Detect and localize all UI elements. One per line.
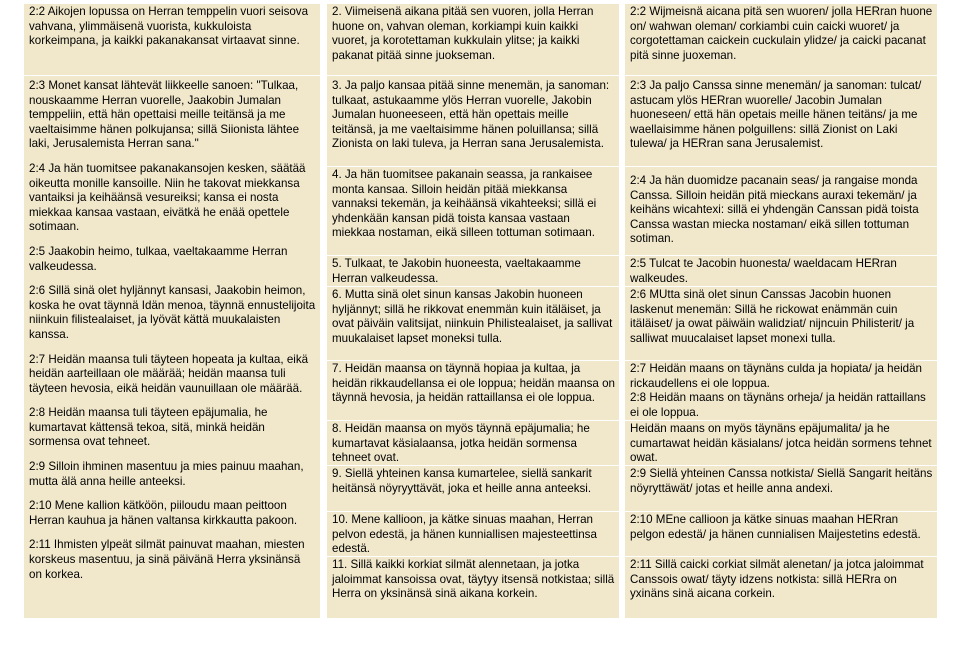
cell-verse-2-4 [625, 167, 937, 255]
verse-text: 2:3 Monet kansat lähtevät liikkeelle sanoen: "Tulkaa, nouskaamme Herran vuorelle, Jaakobin Jumalan temppeliin, että hän opettaisi meille teitänsä ja me vaeltaisimme hänen polkujansa; sillä Siionista lähtee laki, Jerusalemista Herran sana." [29, 79, 300, 151]
column-finnish-1642 [625, 0, 937, 646]
cell-verse-2-11 [625, 557, 937, 618]
cell-verse-10 [327, 512, 619, 556]
verse-text: 2:5 Tulcat te Jacobin huonesta/ waeldacam HERran walkeudes. [630, 257, 897, 285]
cell-verse-2-8-cont [625, 421, 937, 465]
verse-text: 3. Ja paljo kansaa pitää sinne menemän, ja sanoman: tulkaat, astukaamme ylös Herran vuorelle, Jakobin Jumalan huoneeseen, että hän opettais meille teitänsä, ja me vaeltaisimme hänen poluillansa; sillä Zionista on laki tuleva, ja Herran sana Jerusalemista. [332, 79, 610, 151]
verse-text: 2:8 Heidän maansa tuli täyteen epäjumalia, he kumartavat kättensä tekoa, sitä, minkä heidän sormensa ovat tehneet. [29, 406, 268, 449]
cell-verses-2-3-to-2-11 [24, 76, 320, 618]
verse-text: 2:11 Sillä caicki corkiat silmät alenetan/ ja jotca jaloimmat Canssois owat/ täyty idzens notkista: sillä HERra on yxinäns sinä aicana corkein. [630, 558, 924, 601]
cell-verse-2-9 [625, 466, 937, 511]
cell-verse-5 [327, 256, 619, 286]
column-finnish-1776 [327, 0, 619, 646]
verse-text: 2:3 Ja paljo Canssa sinne menemän/ ja sanoman: tulcat/ astucam ylös HERran wuorelle/ Jacobin Jumalan huoneseen/ että hän opetais meille hänen teitäns/ ja me waellaisimme hänen polguillens: sillä Zionist on Laki tulewa/ ja HERran sana Jerusalemist. [630, 79, 922, 151]
cell-verse-2-6 [625, 287, 937, 360]
cell-verses-2-7-2-8 [625, 361, 937, 420]
verse-text: 2. Viimeisenä aikana pitää sen vuoren, jolla Herran huone on, vahvan oleman, korkiampi kuin kaikki vuoret, ja korotettaman kukkulain ylitse; ja kaikki pakanat pitää sinne juokseman. [332, 5, 594, 62]
verse-text: 2:4 Ja hän tuomitsee pakanakansojen kesken, säätää oikeutta monille kansoille. Niin he takovat miekkansa vantaiksi ja keihäänsä vesureiksi; kansa ei nosta miekkaa kansaa vastaan, eivätkä he enää opettele sotimaan. [29, 161, 306, 234]
cell-verse-2-10 [625, 512, 937, 556]
verse-text: 2:4 Ja hän duomidze pacanain seas/ ja rangaise monda Canssa. Silloin heidän pitä mieckans auraxi tekemän/ ja keihäns wicahtexi: sillä ei yhdengän Canssan pidä toista Canssa wastan miecka nostaman/ eikä sillen tottuman sotiman. [630, 174, 919, 246]
cell-verse-3 [327, 76, 619, 166]
verse-text: 9. Siellä yhteinen kansa kumartelee, siellä sankarit heitänsä nöyryyttävät, joka et heille anna anteeksi. [332, 467, 592, 495]
column-finnish-1992 [24, 0, 320, 646]
verse-text: 10. Mene kallioon, ja kätke sinuas maahan, Herran pelvon edestä, ja hänen kunniallisen majesteettinsa edestä. [332, 513, 597, 556]
verse-text: 2:10 MEne callioon ja kätke sinuas maahan HERran pelgon edestä/ ja hänen cunnialisen Maijestetins edestä. [630, 513, 921, 541]
verse-text: 2:5 Jaakobin heimo, tulkaa, vaeltakaamme Herran valkeudessa. [29, 244, 288, 273]
cell-verse-2-2 [625, 4, 937, 75]
cell-verse-2-5 [625, 256, 937, 286]
cell-verse-7 [327, 361, 619, 420]
verse-text: 11. Sillä kaikki korkiat silmät alennetaan, ja jotka jaloimmat kansoissa ovat, täytyy itsensä notkistaa; sillä Herra on yksinänsä sinä aikana korkein. [332, 558, 615, 601]
verse-text: 2:6 Sillä sinä olet hyljännyt kansasi, Jaakobin heimon, koska he ovat täynnä Idän menoa, täynnä ennustelijoita niinkuin filistealaiset, ja lyövät kättä muukalaisten kanssa. [29, 284, 316, 341]
verse-text: 5. Tulkaat, te Jakobin huoneesta, vaeltakaamme Herran valkeudessa. [332, 257, 581, 285]
verse-text: 2:2 Aikojen lopussa on Herran temppelin vuori seisova vahvana, ylimmäisenä vuorista, kukkuloista korkeimpana, ja kaikki pakanakansat virtaavat sinne. [29, 5, 309, 48]
verse-text: 2:7 Heidän maans on täynäns culda ja hopiata/ ja heidän rickaudellens ei ole loppua. 2:8 Heidän maans on täynäns orheja/ ja heidän rattaillans ei ole loppua. [630, 362, 926, 419]
cell-verse-9 [327, 466, 619, 511]
verse-text: 2:10 Mene kallion kätköön, piiloudu maan peittoon Herran kauhua ja hänen valtansa kirkkautta pakoon. [29, 499, 298, 527]
cell-verse-2-2 [24, 4, 320, 75]
cell-verse-4 [327, 167, 619, 255]
cell-verse-11 [327, 557, 619, 618]
cell-verse-2 [327, 4, 619, 75]
verse-text: 2:9 Silloin ihminen masentuu ja mies painuu maahan, mutta älä anna heille anteeksi. [29, 460, 304, 488]
verse-text: 2:6 MUtta sinä olet sinun Canssas Jacobin huonen laskenut menemän: Sillä he rickowat enämmän cuin itäläiset/ ja owat päiwäin walidziat/ nijncuin Philisterit/ ja salliwat muucalaiset lapset monexi tulla. [630, 288, 915, 345]
verse-text: 7. Heidän maansa on täynnä hopiaa ja kultaa, ja heidän rikkaudellansa ei ole loppua; heidän maansa on täynnä hevosia, ja heidän rattaillansa ei ole loppua. [332, 362, 615, 405]
verse-text: 2:11 Ihmisten ylpeät silmät painuvat maahan, miesten korskeus masentuu, ja sinä päivänä Herra yksinänsä on korkea. [29, 538, 305, 581]
verse-text: 2:2 Wijmeisnä aicana pitä sen wuoren/ jolla HERran huone on/ wahwan oleman/ corkiambi cuin caicki wuoret/ ja corgotettaman caickein cuckulain ylidze/ ja caicki pacanat pitä sinne juoxeman. [630, 5, 933, 62]
verse-text: 8. Heidän maansa on myös täynnä epäjumalia; he kumartavat käsialaansa, jotka heidän sormensa tehneet ovat. [332, 422, 590, 465]
cell-verse-2-3 [625, 76, 937, 166]
cell-verse-6 [327, 287, 619, 360]
verse-text: 6. Mutta sinä olet sinun kansas Jakobin huoneen hyljännyt; sillä he rikkovat enemmän kuin itäläiset, ja ovat päiväin valitsijat, niinkuin Philistealaiset, ja sallivat muukalaiset lapset moneksi tulla. [332, 288, 613, 345]
verse-text: 2:9 Siellä yhteinen Canssa notkista/ Siellä Sangarit heitäns nöyryttäwät/ jotas et heille anna andexi. [630, 467, 933, 495]
verse-text: Heidän maans on myös täynäns epäjumalita/ ja he cumartawat heidän käsialans/ jotca heidän sormens tehnet owat. [630, 422, 932, 465]
cell-verse-8 [327, 421, 619, 465]
verse-text: 2:7 Heidän maansa tuli täyteen hopeata ja kultaa, eikä heidän aarteillaan ole määrää; heidän maansa tuli täyteen hevosia, eikä heidän vaunuillaan ole määrää. [29, 352, 309, 395]
verse-text: 4. Ja hän tuomitsee pakanain seassa, ja rankaisee monta kansaa. Silloin heidän pitää miekkansa vannaksi tekemän, ja keihäänsä vikahteeksi; sillä ei yhdenkään kansan pidä toista kansaa vastaan miekkaa nostaman, eikä silleen tottuman sotimaan. [332, 168, 597, 240]
